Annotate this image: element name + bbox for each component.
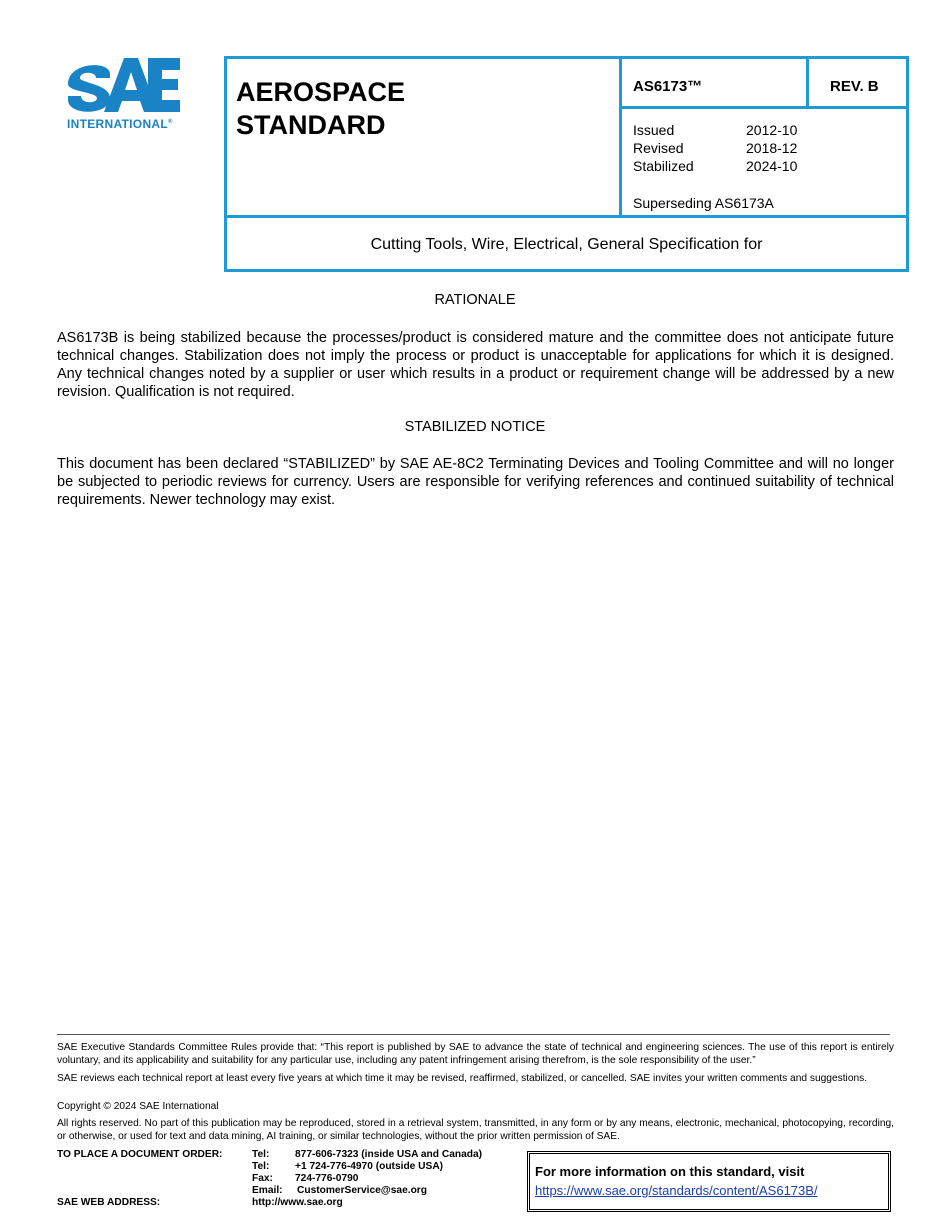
standard-link[interactable]: https://www.sae.org/standards/content/AS6173B/ xyxy=(535,1183,818,1198)
document-title: Cutting Tools, Wire, Electrical, General Specification for xyxy=(370,236,763,253)
rationale-heading: RATIONALE xyxy=(434,292,516,308)
contact-value: +1 724-776-4970 (outside USA) xyxy=(295,1161,444,1172)
order-label: TO PLACE A DOCUMENT ORDER: xyxy=(57,1149,223,1160)
date-value-issued: 2012-10 xyxy=(746,122,798,138)
review-text: SAE reviews each technical report at least every five years at which time it may be revised, reaffirmed, stabilized, or cancelled. SAE invites your written comments and suggestions. xyxy=(57,1073,868,1084)
date-value-stabilized: 2024-10 xyxy=(746,158,798,174)
contact-label: Tel: xyxy=(252,1161,270,1172)
info-box-text: For more information on this standard, visit xyxy=(535,1164,805,1179)
footer-rule xyxy=(57,1034,890,1035)
committee-rules-text: SAE Executive Standards Committee Rules provide that: “This report is published by SAE to advance the state of technical and engineering sciences. The use of this report is entirely voluntary, and its applicability and suitability for any particular use, including any patent infringement arising therefrom, is the sole responsibility of the user.” xyxy=(57,1042,894,1066)
header-divider xyxy=(619,106,909,109)
contact-label: Fax: xyxy=(252,1173,273,1184)
contact-label: Email: xyxy=(252,1185,283,1196)
header-divider xyxy=(806,56,809,108)
contact-label: Tel: xyxy=(252,1149,270,1160)
date-label-revised: Revised xyxy=(633,140,684,156)
web-address-label: SAE WEB ADDRESS: xyxy=(57,1197,161,1208)
notice-heading: STABILIZED NOTICE xyxy=(404,419,546,435)
logo-subtitle: INTERNATIONAL® xyxy=(67,117,173,131)
contact-email[interactable]: CustomerService@sae.org xyxy=(297,1185,427,1196)
header-divider xyxy=(619,56,622,218)
rationale-text: AS6173B is being stabilized because the processes/product is considered mature and the committee does not anticipate future technical changes. Stabilization does not imply the process or product is unacceptable for applications for which it is designed. Any technical changes noted by a supplier or user which results in a product or requirement change will be addressed by a new revision. Qualification is not required. xyxy=(57,330,894,400)
revision-label: REV. B xyxy=(830,78,879,95)
document-number: AS6173™ xyxy=(633,78,703,95)
superseding-note: Superseding AS6173A xyxy=(633,195,774,211)
info-box xyxy=(527,1151,891,1212)
date-label-stabilized: Stabilized xyxy=(633,158,694,174)
copyright-text: Copyright © 2024 SAE International xyxy=(57,1101,219,1112)
contact-value: 877-606-7323 (inside USA and Canada) xyxy=(295,1149,483,1160)
document-type xyxy=(236,76,405,142)
web-address-link[interactable]: http://www.sae.org xyxy=(252,1197,343,1208)
date-label-issued: Issued xyxy=(633,122,675,138)
document-type-line: AEROSPACE xyxy=(236,77,406,107)
rights-text: All rights reserved. No part of this publication may be reproduced, stored in a retrieval system, transmitted, in any form or by any means, electronic, mechanical, photocopying, recording, or otherwise, or used for text and data mining, AI training, or similar technologies, without the prior written permission of SAE. xyxy=(57,1118,894,1142)
notice-text: This document has been declared “STABILIZED” by SAE AE-8C2 Terminating Devices and Tooling Committee and will no longer be subjected to periodic reviews for currency. Users are responsible for verifying references and continued suitability of technical requirements. Newer technology may exist. xyxy=(57,456,894,508)
date-value-revised: 2018-12 xyxy=(746,140,798,156)
header-divider xyxy=(224,215,909,218)
contact-value: 724-776-0790 xyxy=(295,1173,359,1184)
document-type-line: STANDARD xyxy=(236,110,386,140)
